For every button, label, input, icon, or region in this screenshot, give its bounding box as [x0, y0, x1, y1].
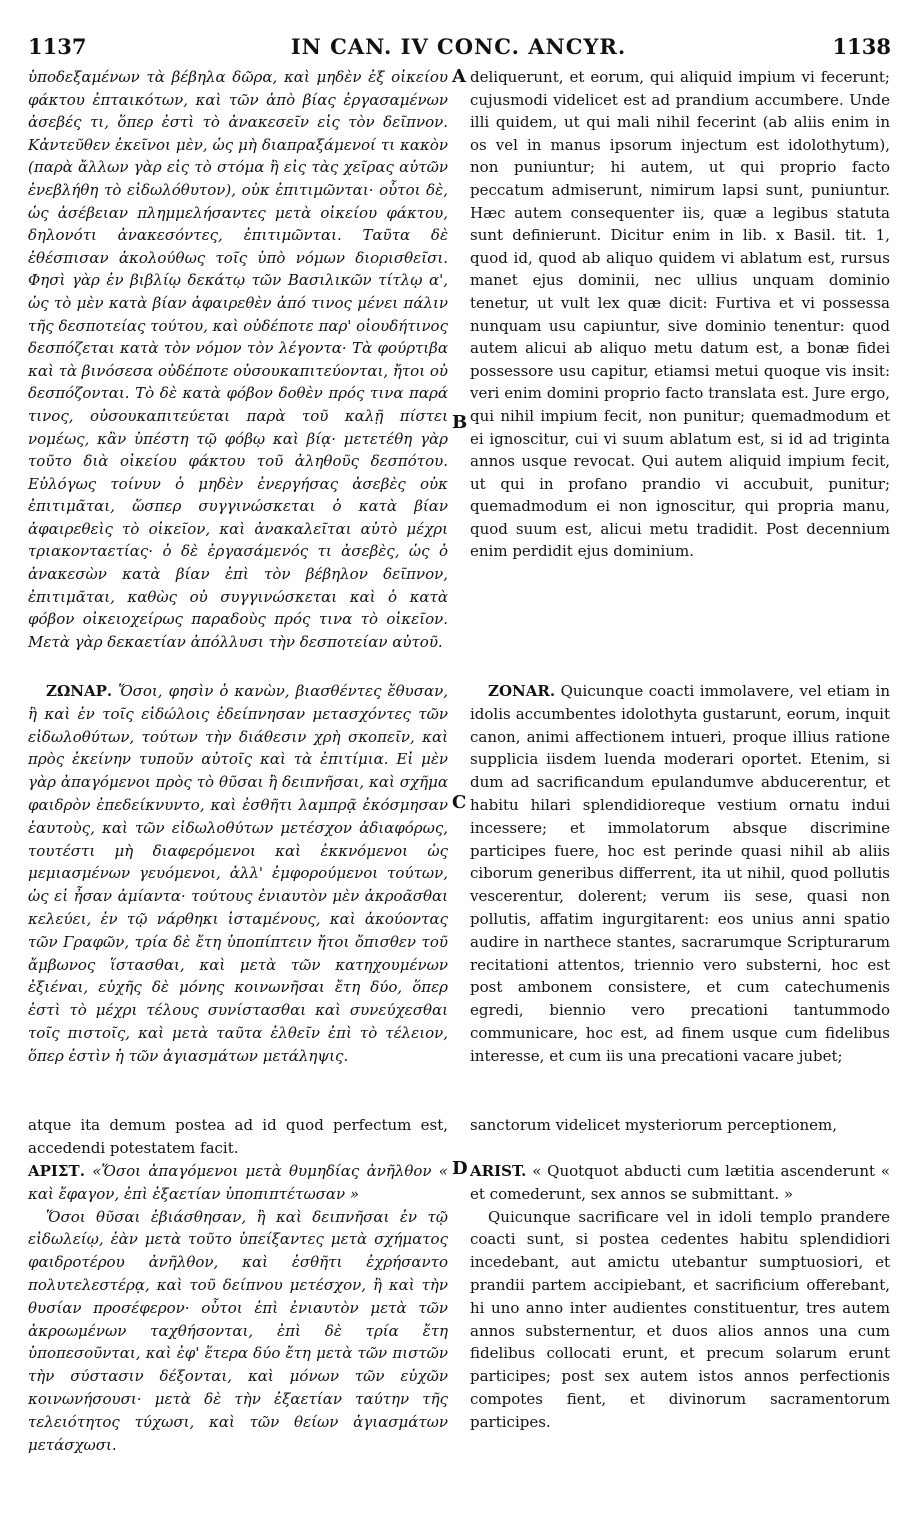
- section-marker-d: D: [452, 1158, 468, 1179]
- latin-commentary-top-text: deliquerunt, et eorum, qui aliquid impium vi fecerunt; cujusmodi videlicet est ad prandium accumbere. Unde illi quidem, ut qui mali nihil fecerint (ab aliis enim in os vel in manus ipsorum injectum est idolothytum), non puniuntur; hi autem, ut qui proprio facto peccatum admiserunt, nimirum lapsi sunt, puniuntur. Hæc autem consequenter iis, quæ a legibus statuta sunt definierunt. Dicitur enim in lib. x Basil. tit. 1, quod id, quod ab aliquo quidem vi ablatum est, rursus manet ejus dominii, nec ullius unquam dominio tenetur, ut vult lex quæ dicit: Furtiva et vi possessa nunquam usu capiuntur, sive dominio tenentur: quod autem alicui ab aliquo metu datum est, a bonæ fidei possessore usu capitur, etiamsi metui quoque vis insit: veri enim domini proprio facto translata est. Jure ergo, qui nihil impium fecit, non punitur; quemadmodum et ei ignoscitur, cui vi suum ablatum est, si id ad triginta annos usque revocat. Qui autem aliquid impium fecit, ut qui in profano prandio vi accubuit, punitur; quemadmodum ei non ignoscitur, qui propria manu, quod suum est, alicui metu tradidit. Post decennium enim perdidit ejus dominium.: [470, 68, 890, 561]
- zonaras-greek-label: ΖΩΝΑΡ.: [46, 682, 113, 700]
- page-number-left: 1137: [28, 34, 87, 59]
- aristenus-latin-text: Quicunque sacrificare vel in idoli templo prandere coacti sunt, si postea cedentes habitu splendidiori incedebant, aut amictu utebantur sumptuosiori, et prandii partem accipiebant, et sacrificium offerebant, hi uno anno inter audientes constituentur, tres autem annos substernentur, et duos alios annos una cum fidelibus collocati erunt, et precum solarum erunt participes; post sex autem istos annos perfectionis compotes fient, et divinorum sacramentorum participes.: [470, 1207, 890, 1431]
- greek-commentary-top: [28, 66, 448, 653]
- greek-commentary-top-text: ὑποδεξαμένων τὰ βέβηλα δῶρα, καὶ μηδὲν ἐξ οἰκείου φάκτου ἐπταικότων, καὶ τῶν ἀπὸ βίας ἐργασαμένων ἀσεβές τι, ὅπερ ἐστὶ τὸ ἀνακεσεῖν εἰς τὸν δεῖπνον. Κἀντεῦθεν ἐκεῖνοι μὲν, ὡς μὴ διαπραξάμενοί τι κακὸν (παρὰ ἄλλων γὰρ εἰς τὸ στόμα ἢ εἰς τὰς χεῖρας αὐτῶν ἐνεβλήθη τὸ εἰδωλόθυτον), οὐκ ἐπιτιμῶνται· οὗτοι δὲ, ὡς ἀσέβειαν πλημμελήσαντες μετὰ οἰκείου φάκτου, δηλονότι ἀνακεσόντες, ἐπιτιμῶνται. Ταῦτα δὲ ἐθέσπισαν ἀκολούθως τοῖς ὑπὸ νόμων διορισθεῖσι. Φησὶ γὰρ ἐν βιβλίῳ δεκάτῳ τῶν Βασιλικῶν τίτλῳ α', ὡς τὸ μὲν κατὰ βίαν ἀφαιρεθὲν ἀπό τινος μένει πάλιν τῆς δεσποτείας τούτου, καὶ οὐδέποτε παρ' οἱουδήτινος δεσπόζεται κατὰ τὸν νόμον τὸν λέγοντα· Τὰ φούρτιβα καὶ τὰ βινόσεσα οὐδέποτε οὐσουκαπιτεύονται, ἤτοι οὐ δεσπόζονται. Τὸ δὲ κατὰ φόβον δοθὲν πρός τινα παρά τινος, οὐσουκαπιτεύεται παρὰ τοῦ καλῇ πίστει νομέως, κἂν ὑπέστη τῷ φόβῳ καὶ βίᾳ· μετετέθη γὰρ τοῦτο διὰ οἰκείου φάκτου τοῦ ἀληθοῦς δεσπότου. Εὐλόγως τοίνυν ὁ μηδὲν ἐνεργήσας ἀσεβὲς οὐκ ἐπιτιμᾶται, ὥσπερ συγγινώσκεται ὁ κατὰ βίαν ἀφαιρεθεὶς τὸ οἰκεῖον, καὶ ἀνακαλεῖται αὐτὸ μέχρι τριακονταετίας· ὁ δὲ ἐργασάμενός τι ἀσεβὲς, ὡς ὁ ἀνακεσὼν κατὰ βίαν ἐπὶ τὸν βέβηλον δεῖπνον, ἐπιτιμᾶται, καθὼς οὐ συγγινώσκεται καὶ ὁ κατὰ φόβον οἰκειοχείρως παραδοὺς πρός τινα τὸ οἰκεῖον. Μετὰ γὰρ δεκαετίαν ἀπόλλυσι τὴν δεσποτείαν αὐτοῦ.: [28, 68, 448, 651]
- section-marker-c: C: [452, 792, 467, 813]
- page-number-right: 1138: [832, 34, 891, 59]
- aristenus-latin-lemma: « Quotquot abducti cum lætitia ascenderunt « et comederunt, sex annos se submittant. »: [470, 1162, 890, 1203]
- aristenus-greek-lemma: «Ὅσοι ἀπαγόμενοι μετὰ θυμηδίας ἀνῆλθον « καὶ ἔφαγον, ἐπὶ ἐξαετίαν ὑποπιπτέτωσαν »: [28, 1162, 448, 1203]
- zonaras-latin-ending-right-text: sanctorum videlicet mysteriorum perceptionem,: [470, 1116, 838, 1134]
- aristenus-greek-section: [28, 1160, 448, 1456]
- zonaras-greek-section: [28, 680, 448, 1068]
- section-marker-a: A: [452, 66, 466, 87]
- aristenus-latin-section: [470, 1160, 890, 1434]
- running-title: IN CAN. IV CONC. ANCYR.: [290, 34, 627, 59]
- zonaras-latin-section: [470, 680, 890, 1068]
- aristenus-greek-label: ΑΡΙΣΤ.: [28, 1162, 85, 1180]
- page-header: [0, 30, 917, 70]
- zonaras-latin-label: ZONAR.: [488, 682, 556, 700]
- latin-commentary-top: [470, 66, 890, 563]
- section-marker-b: B: [452, 412, 468, 433]
- zonaras-latin-text: Quicunque coacti immolavere, vel etiam in idolis accumbentes idolothyta gustarunt, eorum, inquit canon, animi affectionem intueri, proque illius ratione supplicia iisdem luenda moderari oportet. Etenim, si dum ad sacrificandum epulandumve abducerentur, et habitu hilari splendidioreque vestium ornatu indui incessere; et immolatorum absque discrimine participes fuere, hoc est perinde quasi nihil ab aliis ciborum generibus differrent, ita ut nihil, quod pollutis vescerentur, dolerent; verum iis sese, quasi non pollutis, affatim ingurgitarent: eos unius anni spatio audire in narthece stantes, sacrarumque Scripturarum recitationi attentos, triennio vero substerni, hoc est post ambonem consistere, et cum catechumenis egredi, biennio vero precationi tantummodo communicare, hoc est, ad finem usque cum fidelibus interesse, et cum iis una precationi vacare jubet;: [470, 682, 890, 1065]
- aristenus-greek-text: Ὅσοι θῦσαι ἐβιάσθησαν, ἢ καὶ δειπνῆσαι ἐν τῷ εἰδωλείῳ, ἐὰν μετὰ τοῦτο ὑπείξαντες μετὰ σχήματος φαιδροτέρου ἀνῆλθον, καὶ ἐσθῆτι ἐχρήσαντο πολυτελεστέρᾳ, καὶ τοῦ δείπνου μετέσχον, ἢ καὶ τὴν θυσίαν προσέφερον· οὗτοι ἐπὶ ἐνιαυτὸν μετὰ τῶν ἀκροωμένων ταχθήσονται, ἐπὶ δὲ τρία ἔτη ὑποπεσοῦνται, καὶ ἐφ' ἕτερα δύο ἔτη μετὰ τῶν πιστῶν τὴν σύστασιν δέξονται, καὶ μόνων τῶν εὐχῶν κοινωνήσουσι· μετὰ δὲ τὴν ἐξαετίαν ταύτην τῆς τελειότητος τύχωσι, καὶ τῶν θείων ἁγιασμάτων μετάσχωσι.: [28, 1207, 448, 1454]
- zonaras-latin-ending-left: [28, 1114, 448, 1160]
- zonaras-latin-ending-right: [470, 1114, 890, 1137]
- zonaras-latin-ending-left-text: atque ita demum postea ad id quod perfectum est, accedendi potestatem facit.: [28, 1116, 448, 1157]
- zonaras-greek-text: Ὅσοι, φησὶν ὁ κανὼν, βιασθέντες ἔθυσαν, ἢ καὶ ἐν τοῖς εἰδώλοις ἐδείπνησαν μετασχόντες τῶν εἰδωλοθύτων, τούτων τὴν διάθεσιν χρὴ σκοπεῖν, καὶ πρὸς ἐκείνην τυποῦν αὐτοῖς καὶ τὰ ἐπιτίμια. Εἰ μὲν γὰρ ἀπαγόμενοι πρὸς τὸ θῦσαι ἢ δειπνῆσαι, καὶ σχῆμα φαιδρὸν ἐπεδείκνυντο, καὶ ἐσθῆτι λαμπρᾷ ἐκόσμησαν ἑαυτοὺς, καὶ τῶν εἰδωλοθύτων μετέσχον ἀδιαφόρως, τουτέστι μὴ διαφερόμενοι καὶ ἐκκνόμενοι ὡς μεμιασμένων γευόμενοι, ἀλλ' ἐμφορούμενοι τούτων, ὡς εἰ ἦσαν ἀμίαντα· τούτους ἐνιαυτὸν μὲν ἀκροᾶσθαι κελεύει, ἐν τῷ νάρθηκι ἱσταμένους, καὶ ἀκούοντας τῶν Γραφῶν, τρία δὲ ἔτη ὑποπίπτειν ἤτοι ὄπισθεν τοῦ ἄμβωνος ἵστασθαι, καὶ μετὰ τῶν κατηχουμένων ἐξιέναι, εὐχῆς δὲ μόνης κοινωνῆσαι ἔτη δύο, ὅπερ ἐστὶ τὸ μέχρι τέλους συνίστασθαι καὶ συνεύχεσθαι τοῖς πιστοῖς, καὶ μετὰ ταῦτα ἐλθεῖν ἐπὶ τὸ τέλειον, ὅπερ ἐστὶν ἡ τῶν ἁγιασμάτων μετάληψις.: [28, 682, 448, 1065]
- aristenus-latin-label: ARIST.: [470, 1162, 527, 1180]
